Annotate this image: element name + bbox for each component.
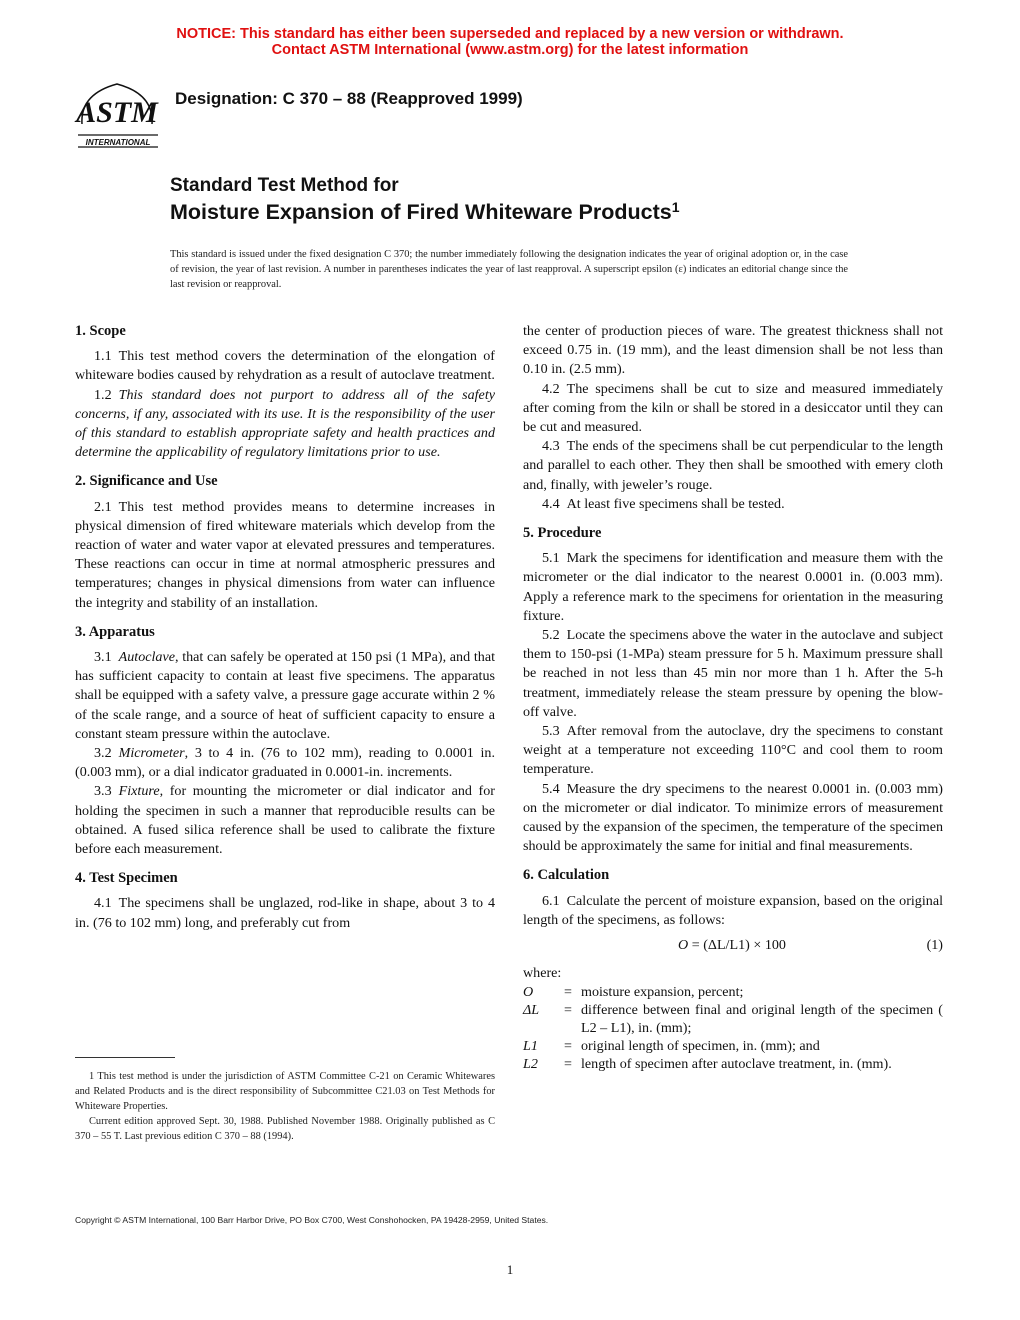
para-4-1-continued: the center of production pieces of ware. The greatest thickness shall not exceed 0.75 in. (19 mm), and the least dimension shall be not less than 0.10 in. (2.5 mm). [523,323,943,378]
definition-row: O = moisture expansion, percent; [523,983,943,1001]
intro-paragraph: This standard is issued under the fixed designation C 370; the number immediately following the designation indicates the year of original adoption or, in the case of revision, the year of last revision. A number in parentheses indicates the year of last reapproval. A superscript epsilon (ε) indicates an editorial change since the last revision or reapproval. [170,249,848,290]
heading-apparatus: 3. Apparatus [75,623,155,640]
variable-definition: original length of specimen, in. (mm); and [581,1038,820,1055]
heading-specimen: 4. Test Specimen [75,870,178,887]
withdrawn-notice [0,26,1020,58]
notice-line-1: NOTICE: This standard has either been superseded and replaced by a new version or withdrawn. [176,26,844,42]
page-number: 1 [506,1262,514,1277]
footnote-rule [75,1057,175,1058]
right-column [523,322,943,1073]
astm-logo-icon [72,78,162,150]
variable-definition: moisture expansion, percent; [581,984,744,1001]
para-6-1: 6.1 Calculate the percent of moisture expansion, based on the original length of the specimens, as follows: [523,892,943,928]
heading-scope: 1. Scope [75,323,126,339]
para-4-2: 4.2 The specimens shall be cut to size and measured immediately after coming from the kiln or shall be stored in a desiccator until they can be cut and measured. [523,380,943,436]
definition-row: L2 = length of specimen after autoclave treatment, in. (mm). [523,1055,943,1073]
footnote-1: 1 This test method is under the jurisdiction of ASTM Committee C-21 on Ceramic Whitewares and Related Products and is the direct responsibility of Subcommittee C21.03 on Test Methods for Whiteware Properties. [75,1071,495,1112]
equation-formula: O = (ΔL/L1) × 100 [678,937,786,954]
copyright: Copyright © ASTM International, 100 Barr Harbor Drive, PO Box C700, West Conshohocken, PA 19428-2959, United States. [75,1215,549,1225]
heading-significance: 2. Significance and Use [75,473,218,490]
definition-row: L1 = original length of specimen, in. (mm); and [523,1037,943,1055]
footnotes [75,1069,495,1144]
heading-procedure: 5. Procedure [523,525,602,542]
para-3-2: 3.2 Micrometer, 3 to 4 in. (76 to 102 mm), reading to 0.0001 in. (0.003 mm), or a dial indicator graduated in 0.0001-in. increments. [75,745,495,781]
para-4-4: 4.4 At least five specimens shall be tested. [542,495,785,512]
title-line-2 [170,199,680,225]
para-5-2: 5.2 Locate the specimens above the water in the autoclave and subject them to 150-psi (1-MPa) steam pressure for 5 h. Maximum pressure shall be reached in not less than 45 min nor more than 1 h. After the 5-h treatment, immediately release the steam pressure by opening the blow-off valve. [523,627,943,720]
equation-1 [523,934,943,956]
para-5-4: 5.4 Measure the dry specimens to the nearest 0.0001 in. (0.003 mm) on the micrometer or dial indicator. To minimize errors of measurement caused by the expansion of the specimen, the temperature of the specimen should be approximately the same for initial and final measurements. [523,780,943,855]
variable-definition: length of specimen after autoclave treatment, in. (mm). [581,1056,892,1073]
para-1-2: 1.2 This standard does not purport to address all of the safety concerns, if any, associated with its use. It is the responsibility of the user of this standard to establish appropriate safety and health practices and determine the applicability of regulatory limitations prior to use. [75,386,495,461]
definition-row: ΔL = difference between final and original length of the specimen ( L2 – L1), in. (mm); [523,1002,943,1037]
variable-symbol: L2 [523,1056,538,1073]
title-main: Moisture Expansion of Fired Whiteware Products [170,200,672,224]
para-3-1: 3.1 Autoclave, that can safely be operated at 150 psi (1 MPa), and that has sufficient capacity to contain at least five specimens. The apparatus shall be equipped with a safety valve, a pressure gage accurate within 2 % of the scale range, and a source of heat of sufficient capacity to ensure a constant steam pressure within the autoclave. [75,649,495,742]
title-footnote-mark: 1 [671,199,680,215]
variable-definitions [523,983,943,1073]
para-5-1: 5.1 Mark the specimens for identification and measure them with the micrometer or the dial indicator to the nearest 0.0001 in. (0.003 mm). Apply a reference mark to the specimens for orientation in the measuring fixture. [523,550,943,624]
para-4-1: 4.1 The specimens shall be unglazed, rod-like in shape, about 3 to 4 in. (76 to 102 mm) long, and preferably cut from [75,895,495,931]
para-3-3: 3.3 Fixture, for mounting the micrometer or dial indicator and for holding the specimen in such a manner that reproducible results can be obtained. A fused silica reference shall be used to calibrate the fixture before each measurement. [75,783,495,858]
where-label: where: [523,965,562,982]
para-1-1: 1.1 This test method covers the determination of the elongation of whiteware bodies caused by rehydration as a result of autoclave treatment. [75,348,495,384]
logo-org: INTERNATIONAL [85,138,151,147]
variable-symbol: L1 [523,1038,538,1055]
equation-number: (1) [926,937,943,954]
para-5-3: 5.3 After removal from the autoclave, dry the specimens to constant weight at a temperature not exceeding 110°C and cool them to room temperature. [523,723,943,778]
logo-letters: ASTM [76,96,158,129]
designation: Designation: C 370 – 88 (Reapproved 1999) [175,89,523,108]
footnote-2: Current edition approved Sept. 30, 1988. Published November 1988. Originally published as C 370 – 55 T. Last previous edition C 370 – 88 (1994). [75,1116,495,1142]
para-4-3: 4.3 The ends of the specimens shall be cut perpendicular to the length and parallel to each other. They then shall be smoothed with emery cloth and, finally, with jeweler’s rouge. [523,438,943,493]
notice-line-2: Contact ASTM International (www.astm.org) for the latest information [271,42,749,58]
variable-definition: difference between final and original length of the specimen ( L2 – L1), in. (mm); [581,1002,943,1037]
para-2-1: 2.1 This test method provides means to determine increases in physical dimension of fired whiteware materials which develop from the reaction of water and water vapor at elevated pressures and temperatures. These reactions can occur in time at normal atmospheric pressures and temperatures; changes in physical dimensions from water can influence the integrity and stability of an installation. [75,498,495,611]
left-column [75,322,495,933]
variable-symbol: O [523,984,534,1001]
heading-calculation: 6. Calculation [523,867,610,884]
title-line-1: Standard Test Method for [170,175,399,196]
variable-symbol: ΔL [523,1002,540,1019]
astm-logo [72,78,162,150]
